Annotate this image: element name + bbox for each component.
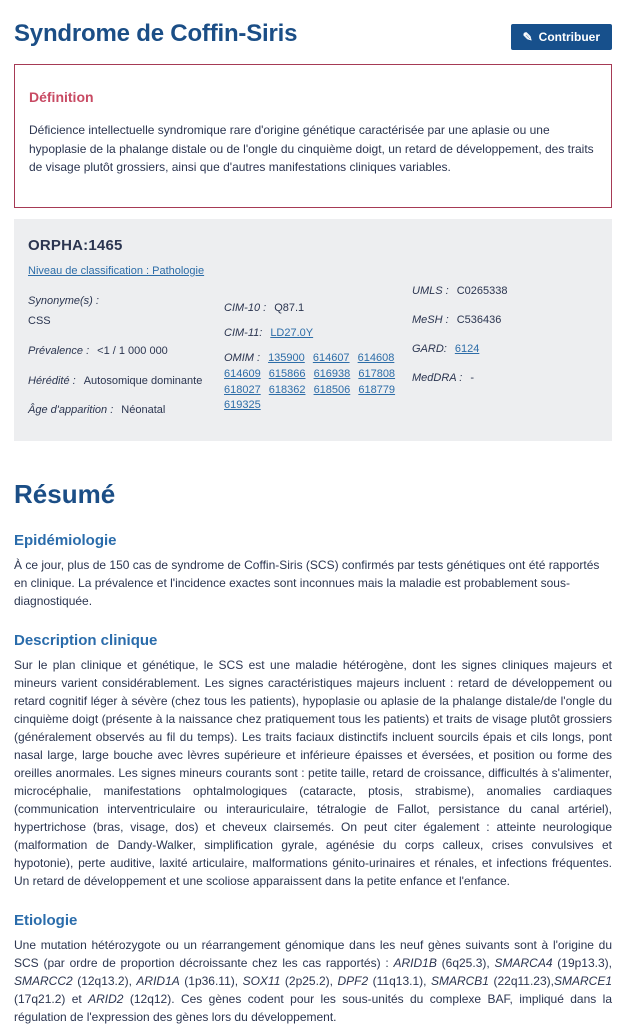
gene-name: DPF2: [337, 974, 369, 989]
inheritance-value: Autosomique dominante: [83, 374, 203, 387]
omim-code-link[interactable]: 614609: [224, 367, 261, 380]
clinical-description-section: [14, 632, 612, 890]
gene-name: SMARCC2: [14, 974, 73, 989]
cim10-value: Q87.1: [274, 301, 305, 314]
orpha-infobox: [14, 219, 612, 442]
gene-name: SMARCB1: [430, 974, 489, 989]
etiology-heading: Etiologie: [14, 912, 78, 930]
pencil-icon: ✎: [522, 30, 533, 44]
mesh-label: MeSH :: [412, 313, 449, 326]
inheritance-label: Hérédité :: [28, 374, 76, 387]
contribute-button[interactable]: [511, 24, 612, 50]
omim-code-link[interactable]: 618506: [313, 383, 351, 396]
infobox-column-codes: [224, 264, 412, 420]
etiology-section: [14, 912, 612, 1026]
classification-level-link[interactable]: Niveau de classification : Pathologie: [28, 264, 205, 277]
meddra-label: MedDRA :: [412, 371, 463, 384]
epidemiology-heading: Epidémiologie: [14, 532, 117, 550]
epidemiology-section: [14, 532, 612, 610]
infobox-column-registries: [412, 264, 598, 420]
umls-value: C0265338: [456, 284, 508, 297]
omim-code-link[interactable]: 618779: [358, 383, 396, 396]
prevalence-value: <1 / 1 000 000: [97, 344, 168, 357]
gene-name: SMARCA4: [494, 956, 553, 971]
clinical-description-heading: Description clinique: [14, 632, 158, 650]
mesh-value: C536436: [456, 313, 502, 326]
infobox-column-identity: [28, 264, 224, 420]
omim-code-link[interactable]: 614607: [312, 351, 350, 364]
gene-name: ARID2: [88, 992, 124, 1007]
omim-code-link[interactable]: 617808: [358, 367, 396, 380]
omim-code-link[interactable]: 135900: [268, 351, 305, 364]
gene-name: SMARCE1: [553, 974, 612, 989]
omim-code-link[interactable]: 615866: [268, 367, 306, 380]
synonyms-value: CSS: [28, 314, 51, 327]
orpha-code: ORPHA:1465: [28, 236, 123, 254]
summary-heading: Résumé: [14, 479, 116, 510]
page-header: [14, 18, 612, 50]
gard-label: GARD:: [412, 342, 447, 355]
cim11-label: CIM-11:: [224, 326, 263, 339]
cim11-code-link[interactable]: LD27.0Y: [270, 326, 314, 339]
infobox-columns: [28, 264, 598, 420]
age-of-onset-label: Âge d'apparition :: [28, 404, 114, 417]
contribute-button-label: Contribuer: [538, 30, 600, 44]
cim10-label: CIM-10 :: [224, 301, 267, 314]
prevalence-label: Prévalence :: [28, 344, 90, 357]
omim-code-link[interactable]: 614608: [357, 351, 395, 364]
gene-name: SOX11: [242, 974, 281, 989]
gard-code-link[interactable]: 6124: [454, 342, 480, 355]
omim-code-link[interactable]: 619325: [224, 399, 261, 412]
meddra-value: -: [470, 371, 474, 384]
omim-label: OMIM :: [224, 351, 261, 364]
omim-code-link[interactable]: 618027: [224, 383, 261, 396]
synonyms-label: Synonyme(s) :: [28, 294, 99, 307]
definition-text: Déficience intellectuelle syndromique rare d'origine génétique caractérisée par une aplasie ou une hypoplasie de la phalange distale ou de l'ongle du cinquième doigt, un retard de développement, des traits de visage plutôt grossiers, ainsi que d'autres manifestations cliniques variables.: [29, 123, 594, 175]
definition-heading: Définition: [29, 89, 94, 105]
omim-code-link[interactable]: 616938: [313, 367, 351, 380]
omim-code-link[interactable]: 618362: [268, 383, 306, 396]
gene-name: ARID1A: [136, 974, 180, 989]
etiology-text: Une mutation hétérozygote ou un réarrangement génomique dans les neuf gènes suivants sont à l'origine du SCS (par ordre de proportion décroissante chez les cas rapportés) : ARID1B (6q25.3), SMARCA4 (19p13.3), SMARCC2 (12q13.2), ARID1A (1p36.11), SOX11 (2p25.2), DPF2 (11q13.1), SMARCB1 (22q11.23),SMARCE1 (17q21.2) et ARID2 (12q12). Ces gènes codent pour les sous-unités du complexe BAF, impliqué dans la régulation de l'expression des gènes lors du développement.: [14, 938, 613, 1025]
definition-box: [14, 64, 612, 208]
epidemiology-text: À ce jour, plus de 150 cas de syndrome de Coffin-Siris (SCS) confirmés par tests génétiques ont été rapportés en clinique. La prévalence et l'incidence exactes sont inconnues mais la maladie est probablement sous-diagnostiquée.: [14, 558, 600, 609]
gene-name: ARID1B: [393, 956, 437, 971]
umls-label: UMLS :: [412, 284, 449, 297]
page-title: Syndrome de Coffin-Siris: [14, 20, 298, 47]
age-of-onset-value: Néonatal: [121, 404, 166, 417]
clinical-description-text: Sur le plan clinique et génétique, le SCS est une maladie hétérogène, dont les signes cliniques majeurs et mineurs varient considérablement. Les signes caractéristiques majeurs incluent : retard de développement ou retard cognitif léger à sévère (chez tous les patients), hypoplasie ou aplasie de la phalange distale/de l'ongle du cinquième doigt (présente à la naissance chez pratiquement tous les patients) et traits de visage plutôt grossiers (généralement observés au fil du temps). Les traits faciaux distinctifs incluent sourcils épais et cils longs, pont nasal large, large bouche avec lèvres supérieure et inférieure épaisses et éversées, et position ou forme des oreilles anormales. Les signes mineurs courants sont : petite taille, retard de croissance, difficultés à s'alimenter, microcéphalie, manifestations ophtalmologiques (cataracte, ptosis, strabisme), anomalies cardiaques (communication interventriculaire ou interauriculaire, tétralogie de Fallot, persistance du canal artériel), hypertrichose (bras, visage, dos) et cheveux clairsemés. On peut citer également : atteinte neurologique (malformation de Dandy-Walker, simplification gyrale, agénésie du corps calleux, crises convulsives et hypotonie), perte auditive, laxité articulaire, malformations génito-urinaires et rénales, et infections fréquentes. Un retard de développement et une scoliose apparaissent dans la petite enfance et l'enfance.: [14, 658, 612, 889]
